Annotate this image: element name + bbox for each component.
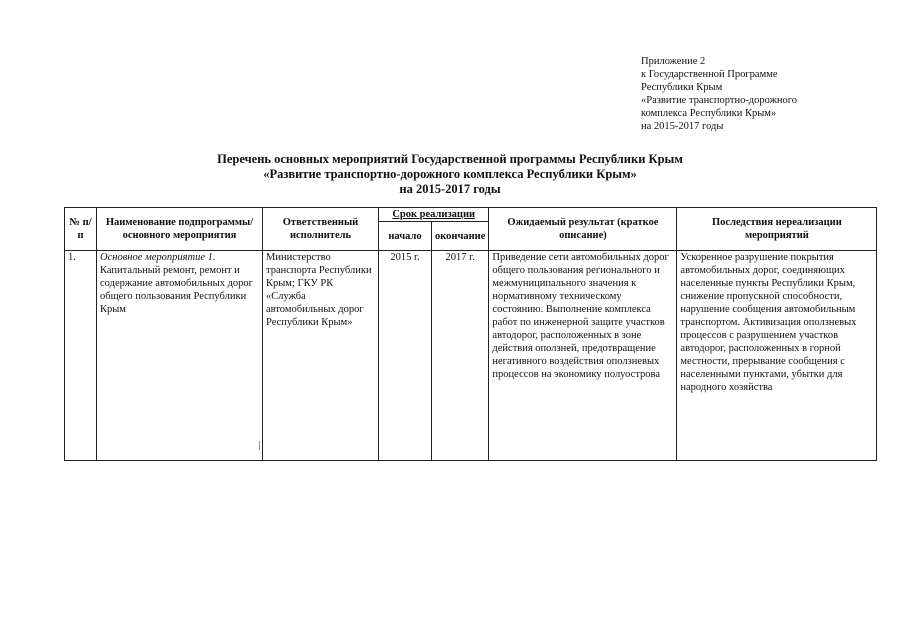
row-num: 1. — [65, 251, 97, 461]
row-executor: Министерство транспорта Республики Крым; ГКУ РК «Служба автомобильных дорог Республики Крым» — [263, 251, 379, 461]
row-start: 2015 г. — [379, 251, 432, 461]
header-num: № п/п — [65, 208, 97, 251]
row-name-cell — [97, 251, 263, 461]
row-end: 2017 г. — [432, 251, 489, 461]
header-start: начало — [379, 222, 432, 251]
annex-line: Приложение 2 — [641, 56, 706, 67]
annex-block — [641, 55, 861, 133]
annex-line: на 2015-2017 годы — [641, 121, 724, 132]
title-line: Перечень основных мероприятий Государственной программы Республики Крым — [217, 152, 683, 166]
header-executor: Ответственный исполнитель — [263, 208, 379, 251]
title-line: на 2015-2017 годы — [399, 182, 501, 196]
row-name-italic: Основное мероприятие 1. — [100, 252, 216, 263]
row-result: Приведение сети автомобильных дорог общего пользования регионального и межмуниципального значения к нормативному техническому состоянию. Выполнение комплекса работ по инженерной защите участков автодорог, расположенных в зоне действия оползней, предотвращение негативного воздействия оползневых процессов на экономику полуострова — [489, 251, 677, 461]
annex-line: к Государственной Программе — [641, 69, 778, 80]
header-consequence: Последствия нереализации мероприятий — [677, 208, 877, 251]
annex-line: Республики Крым — [641, 82, 723, 93]
table-row — [65, 251, 877, 461]
header-period: Срок реализации — [379, 208, 489, 222]
activities-table — [64, 207, 877, 461]
header-name: Наименование подпрограммы/ основного мероприятия — [97, 208, 263, 251]
document-title — [150, 152, 750, 197]
title-line: «Развитие транспортно-дорожного комплекса Республики Крым» — [263, 167, 637, 181]
header-result: Ожидаемый результат (краткое описание) — [489, 208, 677, 251]
row-consequence: Ускоренное разрушение покрытия автомобильных дорог, соединяющих населенные пункты Республики Крым, снижение пропускной способности, нарушение сообщения автомобильным транспортом. Активизация оползневых процессов с разрушением участков автодорог, расположенных в горной местности, прерывание сообщения с населенными пунктами, убытки для народного хозяйства — [677, 251, 877, 461]
scan-mark — [259, 441, 260, 450]
annex-line: комплекса Республики Крым» — [641, 108, 777, 119]
row-name: Капитальный ремонт, ремонт и содержание автомобильных дорог общего пользования Республики Крым — [100, 265, 253, 315]
header-end: окончание — [432, 222, 489, 251]
annex-line: «Развитие транспортно-дорожного — [641, 95, 798, 106]
